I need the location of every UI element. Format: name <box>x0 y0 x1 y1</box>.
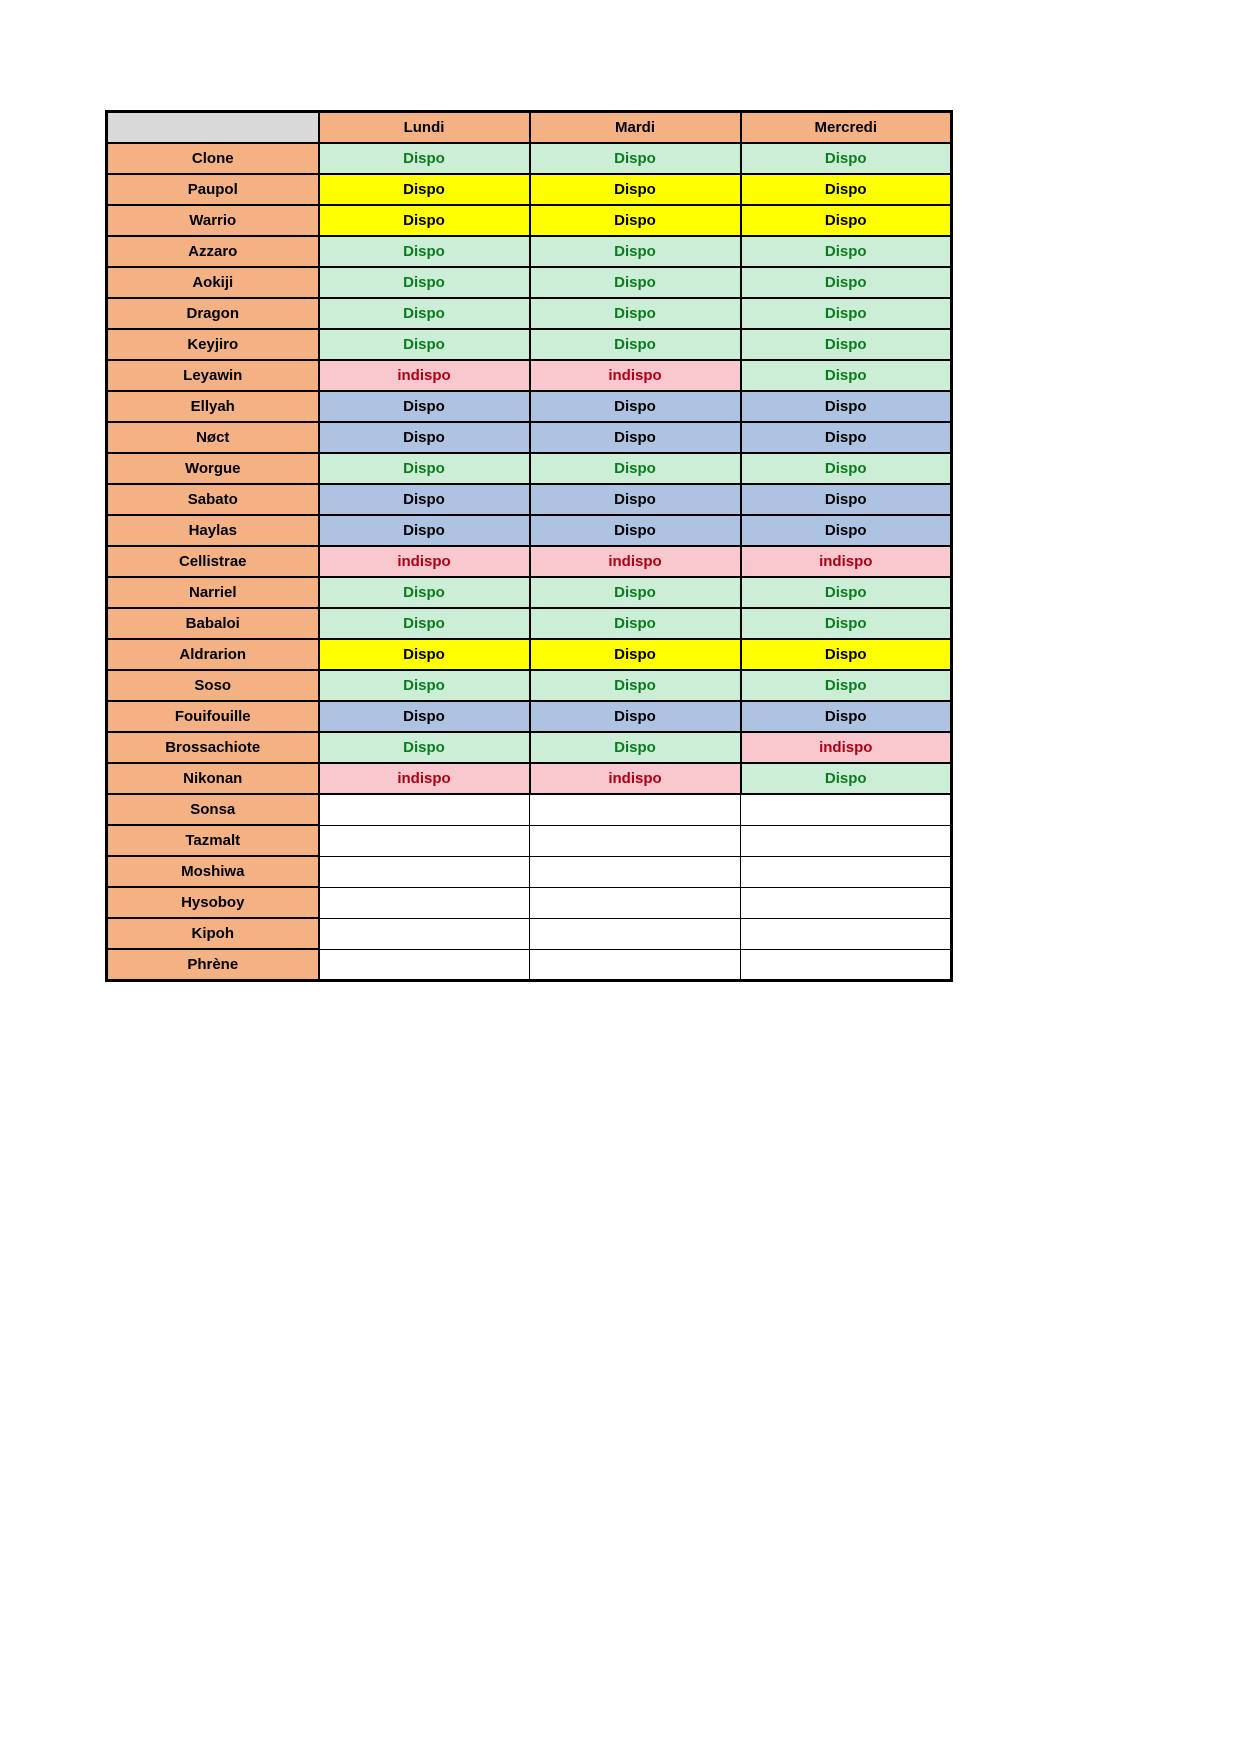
column-header-mercredi: Mercredi <box>741 112 952 144</box>
availability-cell <box>741 949 952 981</box>
availability-cell: Dispo <box>741 267 952 298</box>
row-name-cell: Worgue <box>107 453 319 484</box>
table-row <box>107 949 952 981</box>
availability-cell: indispo <box>319 763 530 794</box>
availability-cell: Dispo <box>741 143 952 174</box>
table-row <box>107 825 952 856</box>
availability-cell: Dispo <box>319 577 530 608</box>
table-header <box>107 112 952 144</box>
availability-cell: indispo <box>319 546 530 577</box>
availability-cell: Dispo <box>741 329 952 360</box>
availability-cell <box>741 794 952 825</box>
row-name-cell: Nikonan <box>107 763 319 794</box>
row-name-cell: Paupol <box>107 174 319 205</box>
table-row <box>107 887 952 918</box>
availability-cell: Dispo <box>319 205 530 236</box>
availability-cell: Dispo <box>530 608 741 639</box>
row-name-cell: Aldrarion <box>107 639 319 670</box>
availability-cell: Dispo <box>530 701 741 732</box>
table-row <box>107 484 952 515</box>
table-row <box>107 143 952 174</box>
availability-cell: Dispo <box>319 298 530 329</box>
availability-cell: Dispo <box>319 608 530 639</box>
availability-cell <box>319 949 530 981</box>
availability-cell: Dispo <box>530 391 741 422</box>
availability-cell: Dispo <box>319 670 530 701</box>
availability-cell: Dispo <box>741 205 952 236</box>
availability-cell: indispo <box>319 360 530 391</box>
row-name-cell: Leyawin <box>107 360 319 391</box>
table-body <box>107 143 952 981</box>
table-row <box>107 732 952 763</box>
availability-cell <box>741 825 952 856</box>
availability-cell: Dispo <box>741 484 952 515</box>
availability-cell: Dispo <box>530 670 741 701</box>
row-name-cell: Aokiji <box>107 267 319 298</box>
row-name-cell: Fouifouille <box>107 701 319 732</box>
row-name-cell: Kipoh <box>107 918 319 949</box>
availability-table <box>105 110 953 982</box>
table-row <box>107 515 952 546</box>
row-name-cell: Cellistrae <box>107 546 319 577</box>
header-row <box>107 112 952 144</box>
availability-cell: Dispo <box>530 453 741 484</box>
availability-cell: Dispo <box>319 329 530 360</box>
availability-cell: Dispo <box>741 639 952 670</box>
availability-cell: Dispo <box>530 422 741 453</box>
availability-cell: Dispo <box>741 763 952 794</box>
availability-cell: Dispo <box>319 174 530 205</box>
row-name-cell: Clone <box>107 143 319 174</box>
availability-cell <box>530 918 741 949</box>
availability-cell: Dispo <box>741 360 952 391</box>
row-name-cell: Tazmalt <box>107 825 319 856</box>
availability-cell: Dispo <box>530 329 741 360</box>
availability-cell: Dispo <box>319 143 530 174</box>
availability-cell: Dispo <box>741 422 952 453</box>
availability-cell: Dispo <box>319 701 530 732</box>
row-name-cell: Narriel <box>107 577 319 608</box>
availability-cell <box>530 856 741 887</box>
availability-cell <box>530 949 741 981</box>
availability-cell: indispo <box>530 360 741 391</box>
table-row <box>107 918 952 949</box>
row-name-cell: Warrio <box>107 205 319 236</box>
table-row <box>107 546 952 577</box>
table-row <box>107 639 952 670</box>
availability-cell: Dispo <box>741 236 952 267</box>
availability-cell <box>319 825 530 856</box>
table-row <box>107 329 952 360</box>
column-header-lundi: Lundi <box>319 112 530 144</box>
table-row <box>107 391 952 422</box>
row-name-cell: Brossachiote <box>107 732 319 763</box>
availability-cell: Dispo <box>530 577 741 608</box>
availability-cell: Dispo <box>530 732 741 763</box>
availability-cell <box>319 887 530 918</box>
table-row <box>107 174 952 205</box>
availability-cell <box>530 794 741 825</box>
availability-cell: Dispo <box>530 174 741 205</box>
availability-cell: Dispo <box>530 484 741 515</box>
table-row <box>107 298 952 329</box>
availability-cell: Dispo <box>741 298 952 329</box>
availability-cell <box>319 794 530 825</box>
availability-cell: indispo <box>530 763 741 794</box>
availability-cell <box>741 918 952 949</box>
corner-cell <box>107 112 319 144</box>
availability-cell: Dispo <box>530 205 741 236</box>
table-row <box>107 236 952 267</box>
availability-cell <box>530 825 741 856</box>
availability-cell: Dispo <box>319 391 530 422</box>
availability-cell: Dispo <box>530 639 741 670</box>
row-name-cell: Dragon <box>107 298 319 329</box>
availability-cell <box>319 856 530 887</box>
availability-cell: Dispo <box>319 422 530 453</box>
row-name-cell: Keyjiro <box>107 329 319 360</box>
table-row <box>107 577 952 608</box>
availability-cell: indispo <box>741 732 952 763</box>
availability-cell: Dispo <box>319 267 530 298</box>
row-name-cell: Phrène <box>107 949 319 981</box>
table-row <box>107 794 952 825</box>
table-row <box>107 856 952 887</box>
table-row <box>107 360 952 391</box>
row-name-cell: Babaloi <box>107 608 319 639</box>
availability-cell: Dispo <box>530 267 741 298</box>
availability-cell: indispo <box>741 546 952 577</box>
row-name-cell: Nøct <box>107 422 319 453</box>
availability-cell: Dispo <box>530 298 741 329</box>
availability-cell: Dispo <box>741 608 952 639</box>
table-row <box>107 267 952 298</box>
availability-cell <box>530 887 741 918</box>
availability-cell <box>319 918 530 949</box>
availability-cell: Dispo <box>530 236 741 267</box>
table-row <box>107 763 952 794</box>
availability-cell: Dispo <box>741 174 952 205</box>
table-row <box>107 608 952 639</box>
row-name-cell: Hysoboy <box>107 887 319 918</box>
availability-cell: Dispo <box>530 515 741 546</box>
availability-cell: Dispo <box>741 453 952 484</box>
availability-cell: Dispo <box>319 453 530 484</box>
availability-cell: Dispo <box>319 732 530 763</box>
row-name-cell: Moshiwa <box>107 856 319 887</box>
table-row <box>107 453 952 484</box>
row-name-cell: Haylas <box>107 515 319 546</box>
availability-cell: Dispo <box>319 515 530 546</box>
row-name-cell: Soso <box>107 670 319 701</box>
row-name-cell: Sabato <box>107 484 319 515</box>
availability-cell: Dispo <box>319 236 530 267</box>
availability-cell: Dispo <box>741 515 952 546</box>
column-header-mardi: Mardi <box>530 112 741 144</box>
availability-cell: indispo <box>530 546 741 577</box>
availability-cell: Dispo <box>530 143 741 174</box>
availability-cell: Dispo <box>741 670 952 701</box>
availability-cell: Dispo <box>741 701 952 732</box>
row-name-cell: Ellyah <box>107 391 319 422</box>
table-row <box>107 205 952 236</box>
availability-cell <box>741 887 952 918</box>
table-row <box>107 422 952 453</box>
availability-cell: Dispo <box>319 639 530 670</box>
availability-cell: Dispo <box>741 391 952 422</box>
availability-cell: Dispo <box>319 484 530 515</box>
table-row <box>107 701 952 732</box>
row-name-cell: Azzaro <box>107 236 319 267</box>
table-row <box>107 670 952 701</box>
availability-cell: Dispo <box>741 577 952 608</box>
row-name-cell: Sonsa <box>107 794 319 825</box>
availability-cell <box>741 856 952 887</box>
